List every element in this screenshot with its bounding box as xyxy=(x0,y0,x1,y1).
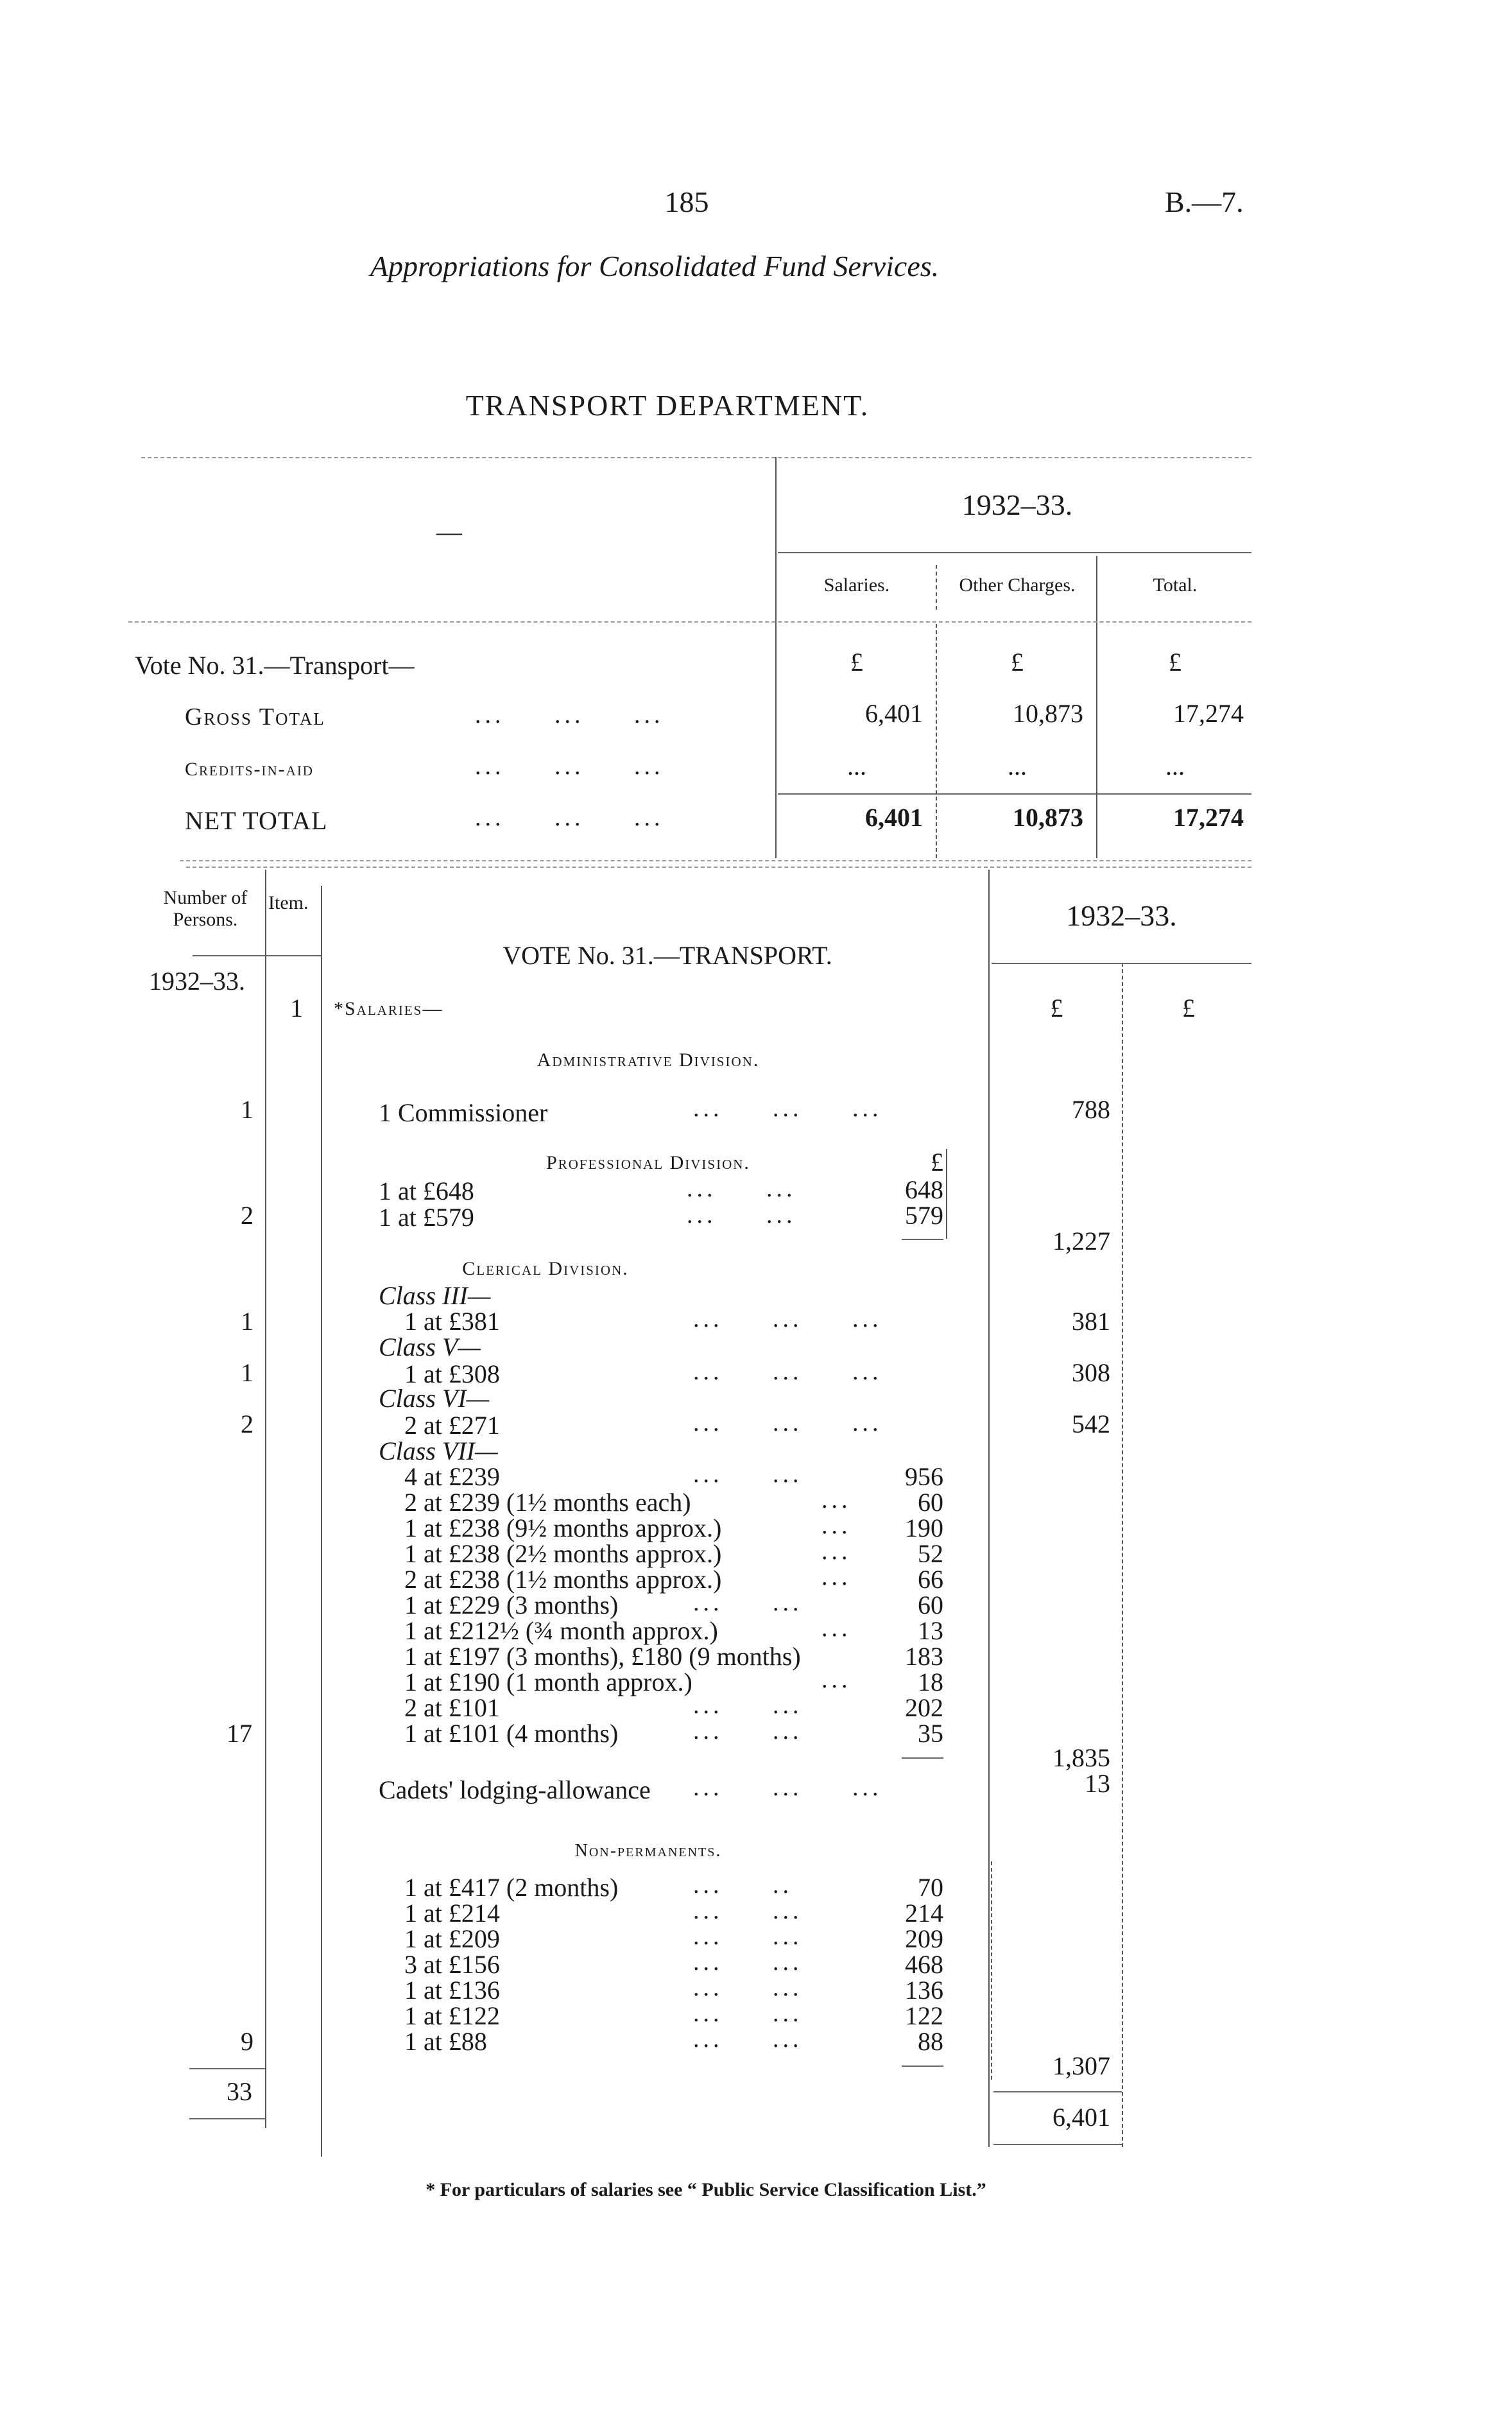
detail-vrule-item xyxy=(321,886,322,2157)
summary-row-other: 10,873 xyxy=(1013,803,1083,832)
class5-persons: 1 xyxy=(241,1358,253,1387)
detail-top-rule xyxy=(186,867,1251,868)
detail-col-item: Item. xyxy=(268,892,309,913)
prof-persons: 2 xyxy=(241,1201,253,1230)
footnote: * For particulars of salaries see “ Public Service Classification List.” xyxy=(425,2179,986,2200)
leader-dots: ... ... xyxy=(693,1461,803,1488)
class7-row-amount: 52 xyxy=(918,1539,943,1568)
leader-dots: ... ... xyxy=(693,1589,803,1616)
leader-dots: ... ... xyxy=(693,1897,803,1924)
summary-currency-total: £ xyxy=(1169,648,1181,677)
grand-total-bottom-rule xyxy=(993,2144,1122,2145)
summary-col-other: Other Charges. xyxy=(959,574,1076,596)
class7-persons: 17 xyxy=(227,1719,252,1748)
class3-persons: 1 xyxy=(241,1307,253,1336)
leader-dots: ... .. xyxy=(693,1872,793,1899)
class6-persons: 2 xyxy=(241,1410,253,1438)
summary-row-other: ... xyxy=(1008,752,1027,780)
class7-row-amount: 202 xyxy=(905,1693,943,1722)
class7-row-label: 4 at £239 xyxy=(404,1462,500,1491)
nonperm-row-amount: 70 xyxy=(918,1873,943,1902)
persons-bottom-rule xyxy=(189,2118,265,2119)
class6-row: 2 at £271 xyxy=(404,1411,500,1440)
nonperm-row-label: 1 at £214 xyxy=(404,1899,500,1927)
leader-dots: ... ... xyxy=(693,1949,803,1976)
class7-row-label: 2 at £239 (1½ months each) xyxy=(404,1488,691,1517)
summary-vrule-left xyxy=(775,457,777,858)
summary-head-rule xyxy=(128,621,1251,623)
summary-dash: — xyxy=(436,517,462,546)
class6-label: Class VI— xyxy=(379,1384,490,1413)
class7-row-label: 1 at £229 (3 months) xyxy=(404,1591,619,1619)
summary-vrule-mid1 xyxy=(936,624,937,858)
class7-row-label: 1 at £212½ (¾ month approx.) xyxy=(404,1616,718,1645)
page-title: TRANSPORT DEPARTMENT. xyxy=(465,389,870,422)
page-subtitle: Appropriations for Consolidated Fund Services. xyxy=(370,250,940,282)
leader-dots: ... ... xyxy=(693,1692,803,1719)
nonperm-total: 1,307 xyxy=(1052,2051,1110,2080)
summary-currency-other: £ xyxy=(1011,648,1024,677)
nonperm-row-label: 1 at £136 xyxy=(404,1976,500,2005)
grand-total-rule xyxy=(993,2091,1122,2092)
nonperm-row-label: 1 at £209 xyxy=(404,1924,500,1953)
class6-amount: 542 xyxy=(1072,1410,1110,1438)
admin-heading: Administrative Division. xyxy=(537,1049,760,1071)
leader-dots: ... ... ... xyxy=(693,1095,882,1122)
nonperm-sum-rule xyxy=(902,2065,943,2067)
leader-dots: ... ... ... xyxy=(693,1358,882,1385)
summary-row-salaries: 6,401 xyxy=(865,699,923,728)
summary-bottom-rule xyxy=(180,860,1251,861)
class7-label: Class VII— xyxy=(379,1436,498,1465)
leader-dots: ... ... xyxy=(693,2026,803,2053)
class7-row-label: 1 at £238 (2½ months approx.) xyxy=(404,1539,722,1568)
nonperm-row-label: 1 at £122 xyxy=(404,2001,500,2030)
leader-dots: ... ... ... xyxy=(475,804,664,831)
nonperm-row-amount: 88 xyxy=(918,2027,943,2056)
summary-col-total: Total. xyxy=(1153,574,1198,596)
summary-year: 1932–33. xyxy=(961,488,1073,521)
nonperm-row-label: 3 at £156 xyxy=(404,1950,500,1979)
summary-vote-label: Vote No. 31.—Transport— xyxy=(135,651,415,680)
nonperm-row-label: 1 at £417 (2 months) xyxy=(404,1873,619,1902)
class7-row-amount: 18 xyxy=(918,1668,943,1696)
class5-amount: 308 xyxy=(1072,1358,1110,1387)
prof-row-amount: 579 xyxy=(905,1201,943,1230)
class3-label: Class III— xyxy=(379,1281,491,1310)
summary-vrule-head xyxy=(936,565,937,610)
detail-currency-2: £ xyxy=(1182,994,1195,1022)
leader-dots: ... ... ... xyxy=(693,1774,882,1801)
prof-row-label: 1 at £648 xyxy=(379,1177,474,1205)
nonperm-row-amount: 136 xyxy=(905,1976,943,2005)
prof-row-amount: 648 xyxy=(905,1175,943,1204)
summary-top-rule xyxy=(141,457,1251,458)
detail-head-rule xyxy=(193,955,321,956)
class5-label: Class V— xyxy=(379,1332,481,1361)
class7-row-amount: 183 xyxy=(905,1642,943,1671)
salaries-label: *Salaries— xyxy=(334,998,443,1019)
summary-row-label: NET TOTAL xyxy=(185,806,328,835)
class7-row-amount: 60 xyxy=(918,1591,943,1619)
summary-row-total: 17,274 xyxy=(1173,699,1244,728)
summary-row-label: Credits-in-aid xyxy=(185,759,314,780)
detail-year-rule xyxy=(992,963,1251,964)
detail-currency-1: £ xyxy=(1050,994,1063,1022)
leader-dots: ... ... ... xyxy=(693,1306,882,1332)
leader-dots: ... xyxy=(821,1538,852,1565)
detail-vrule-sub xyxy=(1122,963,1123,2147)
vote-heading: VOTE No. 31.—TRANSPORT. xyxy=(503,941,832,970)
class7-row-amount: 13 xyxy=(918,1616,943,1645)
class7-row-label: 2 at £238 (1½ months approx.) xyxy=(404,1565,722,1594)
nonperm-persons: 9 xyxy=(241,2027,253,2056)
commissioner-label: 1 Commissioner xyxy=(379,1098,548,1127)
clerical-sum-rule xyxy=(902,1757,943,1759)
leader-dots: ... ... xyxy=(693,1923,803,1950)
class7-row-amount: 60 xyxy=(918,1488,943,1517)
class7-row-amount: 956 xyxy=(905,1462,943,1491)
class7-row-label: 1 at £238 (9½ months approx.) xyxy=(404,1514,722,1542)
nonperm-row-amount: 122 xyxy=(905,2001,943,2030)
summary-currency-salaries: £ xyxy=(850,648,863,677)
item-number: 1 xyxy=(290,994,303,1022)
clerical-total: 1,835 xyxy=(1052,1743,1110,1772)
class7-row-label: 1 at £197 (3 months), £180 (9 months) xyxy=(404,1642,801,1671)
prof-total: 1,227 xyxy=(1052,1227,1110,1255)
summary-row-total: ... xyxy=(1165,752,1185,780)
detail-year: 1932–33. xyxy=(1066,899,1177,932)
leader-dots: ... ... ... xyxy=(693,1410,882,1436)
leader-dots: ... ... ... xyxy=(475,753,664,780)
prof-currency: £ xyxy=(931,1148,943,1177)
page-number: 185 xyxy=(664,185,709,218)
nonperm-row-amount: 209 xyxy=(905,1924,943,1953)
class5-row: 1 at £308 xyxy=(404,1359,500,1388)
summary-year-rule xyxy=(778,552,1251,553)
class7-row-label: 1 at £190 (1 month approx.) xyxy=(404,1668,692,1696)
class7-row-amount: 35 xyxy=(918,1719,943,1748)
grand-total: 6,401 xyxy=(1052,2103,1110,2132)
class7-row-label: 2 at £101 xyxy=(404,1693,500,1722)
nonperm-row-amount: 214 xyxy=(905,1899,943,1927)
leader-dots: ... xyxy=(821,1615,852,1642)
summary-row-label: Gross Total xyxy=(185,703,325,730)
persons-year: 1932–33. xyxy=(149,967,245,996)
prof-row-label: 1 at £579 xyxy=(379,1203,474,1232)
leader-dots: ... xyxy=(821,1666,852,1693)
leader-dots: ... xyxy=(821,1512,852,1539)
summary-row-total: 17,274 xyxy=(1173,803,1244,832)
leader-dots: ... ... xyxy=(693,2000,803,2027)
leader-dots: ... ... xyxy=(687,1175,796,1202)
class3-amount: 381 xyxy=(1072,1307,1110,1336)
nonperm-heading: Non-permanents. xyxy=(574,1841,722,1861)
leader-dots: ... xyxy=(821,1487,852,1514)
nonperm-row-amount: 468 xyxy=(905,1950,943,1979)
summary-row-other: 10,873 xyxy=(1013,699,1083,728)
prof-heading: Professional Division. xyxy=(546,1152,750,1173)
leader-dots: ... ... xyxy=(693,1718,803,1745)
persons-total-rule xyxy=(189,2068,265,2069)
detail-vrule-persons xyxy=(265,870,266,2128)
summary-row-salaries: 6,401 xyxy=(865,803,923,832)
clerical-heading: Clerical Division. xyxy=(462,1258,629,1279)
total-persons: 33 xyxy=(227,2077,252,2106)
cadets-amount: 13 xyxy=(1085,1769,1110,1798)
commissioner-amount: 788 xyxy=(1072,1095,1110,1124)
class7-row-amount: 190 xyxy=(905,1514,943,1542)
nonperm-vrule xyxy=(991,1861,992,2080)
leader-dots: ... ... xyxy=(687,1202,796,1229)
prof-sum-rule xyxy=(902,1239,943,1240)
page-reference: B.—7. xyxy=(1165,185,1244,218)
summary-vrule-mid2 xyxy=(1096,556,1097,858)
detail-vrule-amount xyxy=(988,870,990,2147)
nonperm-row-label: 1 at £88 xyxy=(404,2027,487,2056)
class3-row: 1 at £381 xyxy=(404,1307,500,1336)
summary-col-salaries: Salaries. xyxy=(823,574,890,596)
cadets-label: Cadets' lodging-allowance xyxy=(379,1775,651,1804)
summary-row-salaries: ... xyxy=(847,752,866,780)
detail-col-persons: Number of Persons. xyxy=(163,887,248,930)
admin-persons: 1 xyxy=(241,1095,253,1124)
class7-row-amount: 66 xyxy=(918,1565,943,1594)
summary-net-rule xyxy=(778,793,1251,795)
leader-dots: ... ... ... xyxy=(475,702,664,729)
class7-row-label: 1 at £101 (4 months) xyxy=(404,1719,619,1748)
leader-dots: ... ... xyxy=(693,1974,803,2001)
leader-dots: ... xyxy=(821,1564,852,1591)
